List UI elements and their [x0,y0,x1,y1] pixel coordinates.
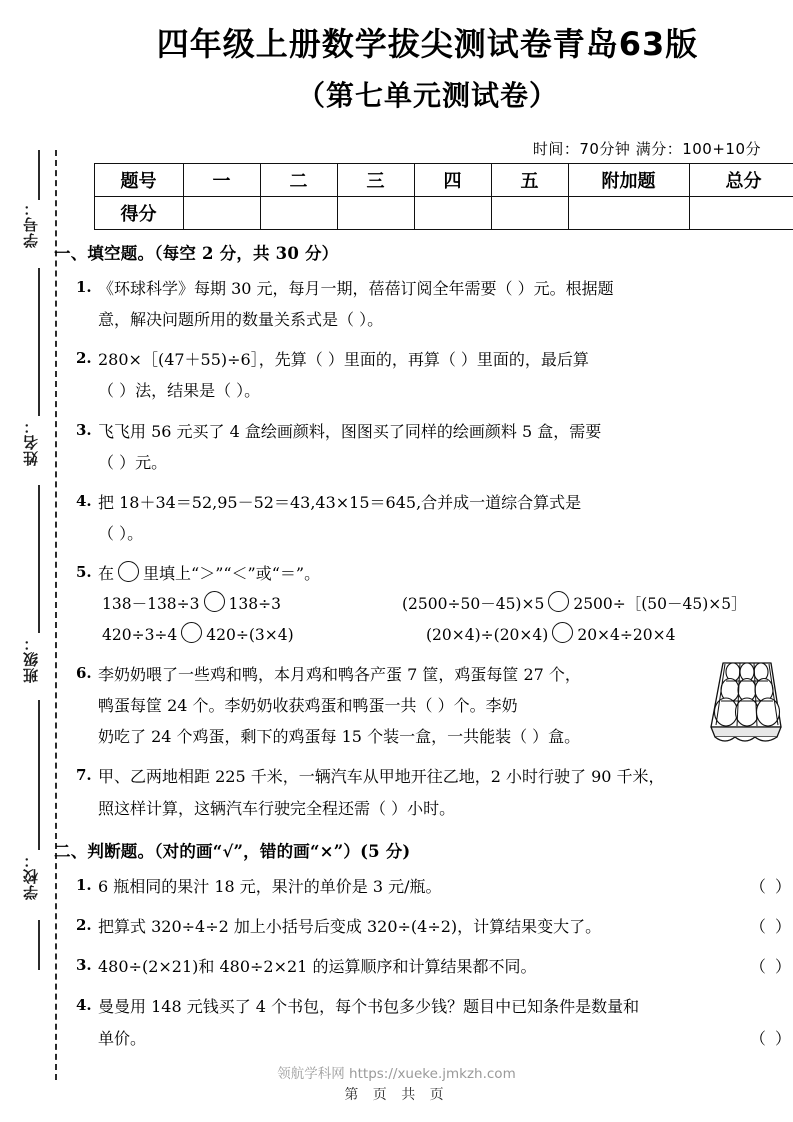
page-number-footer: 第 页 共 页 [344,1087,449,1103]
tf-question-3 [62,951,793,982]
compare-prompt-suffix: 里填上“＞”“＜”或“＝”。 [143,564,321,584]
section-heading-fill-in-blank: 一、填空题。（每空 2 分，共 30 分） [54,243,339,263]
seal-dashed-line [55,150,57,1080]
question-line: 意，解决问题所用的数量关系式是（ ）。 [98,309,384,329]
compare-pair-4 [426,620,675,650]
compare-right: 420÷(3×4) [206,625,294,644]
circle-blank-icon[interactable] [181,622,202,643]
question-line: 奶吃了 24 个鸡蛋，剩下的鸡蛋每 15 个装一盒，一共能装（ ）盒。 [98,727,581,747]
table-row-question-numbers [94,163,793,196]
compare-pair-1 [102,589,402,619]
question-number: 4. [76,491,92,510]
exam-sheet [54,0,793,1122]
question-line: 李奶奶喂了一些鸡和鸭，本月鸡和鸭各产蛋 7 筐，鸡蛋每筐 27 个， [98,664,581,684]
question-number: 2. [76,349,92,368]
compare-left: 420÷3÷4 [102,625,178,644]
seal-rule-segment [38,920,40,970]
question-number: 6. [76,663,92,682]
compare-left: (20×4)÷(20×4) [426,625,549,644]
score-cell-3[interactable] [337,196,414,229]
circle-blank-icon[interactable] [552,622,573,643]
compare-row-1 [102,589,793,619]
score-table-header-label: 题号 [94,163,183,196]
score-cell-bonus[interactable] [568,196,689,229]
score-table-score-label: 得分 [94,196,183,229]
question-line: 280×［(47＋55)÷6］，先算（ ）里面的，再算（ ）里面的，最后算 [98,350,589,370]
seal-rule-segment [38,150,40,200]
question-number: 3. [76,956,92,975]
score-col-1: 一 [183,163,260,196]
tf-question-2 [62,911,793,942]
seal-rule-segment [38,485,40,633]
score-cell-1[interactable] [183,196,260,229]
page-title: 四年级上册数学拔尖测试卷青岛63版 [156,25,699,63]
question-line: 《环球科学》每期 30 元，每月一期，蓓蓓订阅全年需要（ ）元。根据题 [98,278,614,298]
score-table [94,163,793,230]
question-2-fill [62,344,793,406]
score-cell-4[interactable] [414,196,491,229]
question-number: 5. [76,563,92,582]
circle-blank-icon[interactable] [548,591,569,612]
question-line: （ ）元。 [98,452,168,472]
question-line: 照这样计算，这辆汽车行驶完全程还需（ ）小时。 [98,798,456,818]
seal-rule-segment [38,268,40,416]
question-3-fill [62,416,793,478]
table-row-scores [94,196,793,229]
score-col-5: 五 [491,163,568,196]
score-col-2: 二 [260,163,337,196]
tf-question-4 [62,991,793,1053]
compare-right: 20×4÷20×4 [577,625,676,644]
seal-rule-segment [38,700,40,850]
question-7-fill [62,761,793,823]
question-6-fill [62,659,793,753]
question-number: 7. [76,766,92,785]
question-line: 甲、乙两地相距 225 千米，一辆汽车从甲地开往乙地，2 小时行驶了 90 千米， [98,767,665,787]
compare-pair-2 [402,589,747,619]
page-subtitle: （第七单元测试卷） [296,78,558,112]
question-number: 3. [76,420,92,439]
question-line: （ ）。 [98,524,144,544]
score-col-3: 三 [337,163,414,196]
circle-blank-icon[interactable] [118,561,139,582]
question-number: 2. [76,916,92,934]
score-cell-total[interactable] [689,196,793,229]
question-line [98,558,793,589]
seal-label-school: 学校： [22,852,40,900]
section-heading-true-false: 二、判断题。（对的画“√”，错的画“×”）(5 分) [54,841,411,861]
question-text: 把算式 320÷4÷2 加上小括号后变成 320÷(4÷2)，计算结果变大了。 [98,917,602,936]
question-1-fill [62,273,793,335]
question-number: 4. [76,996,92,1015]
exam-meta-time-and-score: 时间：70分钟 满分：100+10分 [532,139,761,158]
score-col-bonus: 附加题 [568,163,689,196]
question-line: 把 18＋34＝52,95－52＝43,43×15＝645,合并成一道综合算式是 [98,492,582,512]
question-4-fill [62,487,793,549]
compare-row-2 [102,620,793,650]
egg-carton-icon [701,655,785,747]
seal-label-class: 班级： [22,635,40,683]
compare-right: 138÷3 [228,595,281,614]
question-text: 单价。 [98,1028,147,1048]
question-text: 6 瓶相同的果汁 18 元，果汁的单价是 3 元/瓶。 [98,876,442,896]
compare-left: (2500÷50－45)×5 [402,595,545,614]
question-number: 1. [76,875,92,894]
question-line: （ ）法，结果是（ ）。 [98,381,261,401]
question-number: 1. [76,277,92,296]
answer-blank[interactable]: （ ） [749,957,793,977]
tf-question-1 [62,871,793,902]
circle-blank-icon[interactable] [204,591,225,612]
question-text: 480÷(2×21)和 480÷2×21 的运算顺序和计算结果都不同。 [98,957,537,977]
answer-blank[interactable]: （ ） [749,1028,793,1048]
score-col-4: 四 [414,163,491,196]
compare-pair-3 [102,620,402,650]
answer-blank[interactable]: （ ） [749,917,793,936]
score-col-total: 总分 [689,163,793,196]
question-line: 鸭蛋每筐 24 个。李奶奶收获鸡蛋和鸭蛋一共（ ）个。李奶 [98,696,518,716]
score-cell-5[interactable] [491,196,568,229]
question-5-compare [62,558,793,650]
question-line: 飞飞用 56 元买了 4 盒绘画颜料，图图买了同样的绘画颜料 5 盒，需要 [98,421,602,441]
score-cell-2[interactable] [260,196,337,229]
exam-seal-rail [0,0,62,1122]
compare-prompt-prefix: 在 [98,564,115,584]
question-text: 曼曼用 148 元钱买了 4 个书包，每个书包多少钱？题目中已知条件是数量和 [98,997,640,1017]
watermark-site: 领航学科网 https://xueke.jmkzh.com [277,1066,516,1082]
compare-right: 2500÷［(50－45)×5］ [573,595,747,614]
seal-label-student-id: 学号： [22,200,40,248]
compare-left: 138－138÷3 [102,595,200,614]
seal-label-student-name: 姓名： [22,418,40,466]
answer-blank[interactable]: （ ） [749,876,793,896]
